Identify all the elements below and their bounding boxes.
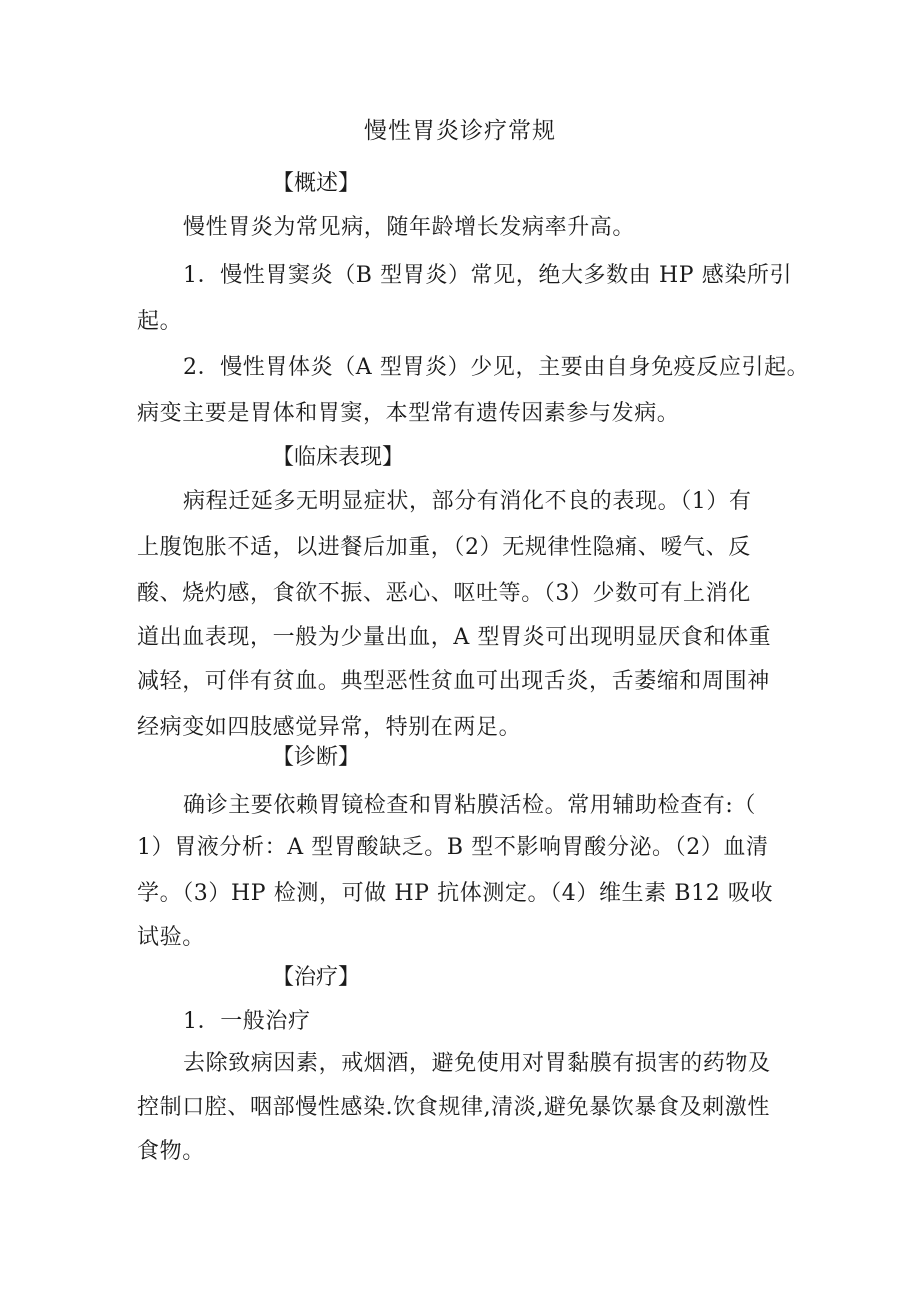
section-heading-diagnosis: 【诊断】: [272, 745, 361, 770]
section-heading-treatment: 【治疗】: [272, 965, 361, 990]
paragraph-line: 2．慢性胃体炎（A 型胃炎）少见，主要由自身免疫反应引起。: [183, 355, 810, 380]
paragraph-line: 经病变如四肢感觉异常，特别在两足。: [137, 715, 522, 740]
paragraph-line: 确诊主要依赖胃镜检查和胃粘膜活检。常用辅助检查有:（: [183, 793, 757, 818]
document-title: 慢性胃炎诊疗常规: [364, 118, 556, 144]
paragraph-line: 酸、烧灼感，食欲不振、恶心、呕吐等。（3）少数可有上消化: [137, 581, 751, 606]
paragraph-line: 1）胃液分析：A 型胃酸缺乏。B 型不影响胃酸分泌。（2）血清: [137, 835, 769, 860]
paragraph-line: 控制口腔、咽部慢性感染.饮食规律,清淡,避免暴饮暴食及刺激性: [137, 1095, 770, 1120]
section-heading-overview: 【概述】: [272, 171, 361, 196]
paragraph-line: 1．一般治疗: [183, 1009, 311, 1034]
paragraph-line: 去除致病因素，戒烟酒，避免使用对胃黏膜有损害的药物及: [183, 1051, 771, 1076]
paragraph-line: 1．慢性胃窦炎（B 型胃炎）常见，绝大多数由 HP 感染所引: [183, 263, 793, 288]
paragraph-line: 慢性胃炎为常见病，随年龄增长发病率升高。: [183, 215, 636, 240]
paragraph-line: 起。: [137, 309, 183, 334]
paragraph-line: 上腹饱胀不适，以进餐后加重，（2）无规律性隐痛、嗳气、反: [137, 535, 751, 560]
paragraph-line: 食物。: [137, 1139, 205, 1164]
paragraph-line: 道出血表现，一般为少量出血，A 型胃炎可出现明显厌食和体重: [137, 625, 772, 650]
paragraph-line: 试验。: [137, 925, 205, 950]
paragraph-line: 学。（3）HP 检测，可做 HP 抗体测定。（4）维生素 B12 吸收: [137, 881, 774, 906]
paragraph-line: 病程迁延多无明显症状，部分有消化不良的表现。（1）有: [183, 489, 752, 514]
paragraph-line: 病变主要是胃体和胃窦，本型常有遗传因素参与发病。: [137, 401, 680, 426]
paragraph-line: 减轻，可伴有贫血。典型恶性贫血可出现舌炎，舌萎缩和周围神: [137, 669, 770, 694]
section-heading-clinical: 【临床表现】: [272, 445, 405, 470]
